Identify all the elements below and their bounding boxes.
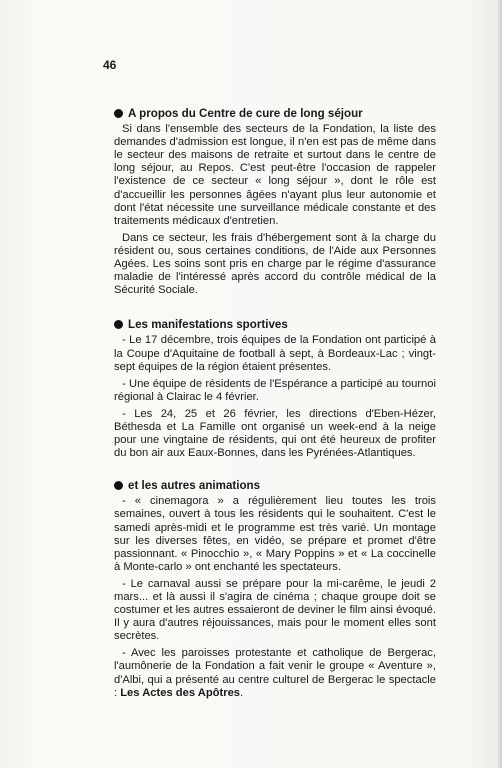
section-heading	[114, 318, 436, 331]
paragraph: - Les 24, 25 et 26 février, les directions d'Eben-Hézer, Béthesda et La Famille ont organisé un week-end à la neige pour une vingtaine de résidents, qui ont été heureux de profiter du bon air aux Eaux-Bonnes, dans les Pyrénées-Atlantiques.	[114, 407, 436, 460]
spectacle-title: Les Actes des Apôtres	[120, 686, 241, 699]
paragraph: Dans ce secteur, les frais d'hébergement sont à la charge du résident ou, sous certaines conditions, de l'Aide aux Personnes Agées. Les soins sont pris en charge par le régime d'assurance maladie de l'intéressé après accord du contrôle médical de la Sécurité Sociale.	[114, 231, 436, 297]
bullet-icon	[114, 481, 123, 490]
section-heading	[114, 479, 436, 492]
paragraph: - Le 17 décembre, trois équipes de la Fondation ont participé à la Coupe d'Aquitaine de football à sept, à Bordeaux-Lac ; vingt-sept équipes de la région étaient présentes.	[114, 334, 436, 373]
page-edge	[498, 0, 502, 768]
paragraph: - Une équipe de résidents de l'Espérance a participé au tournoi régional à Clairac le 4 février.	[114, 377, 436, 403]
section-manifestations-sportives	[114, 318, 436, 460]
page-number: 46	[103, 58, 117, 72]
bullet-icon	[114, 109, 123, 118]
paragraph-text: - Avec les paroisses protestante et catholique de Bergerac, l'aumônerie de la Fondation a fait venir le groupe « Aventure », d'Albi, qui a présenté au centre culturel de Bergerac le spectacle :	[114, 647, 436, 699]
section-heading-text: Les manifestations sportives	[128, 318, 288, 332]
section-autres-animations	[114, 479, 436, 700]
page-content	[114, 107, 436, 719]
section-heading-text: et les autres animations	[128, 479, 261, 493]
section-heading	[114, 107, 436, 120]
paragraph: - Le carnaval aussi se prépare pour la mi-carême, le jeudi 2 mars... et là aussi il s'agira de cinéma ; chaque groupe doit se costumer et les autres essaieront de deviner le film ainsi évoqué. Il y aura d'autres réjouissances, mais pour le moment elles sont secrètes.	[114, 577, 436, 643]
section-centre-de-cure	[114, 107, 436, 297]
paragraph: - « cinemagora » a régulièrement lieu toutes les trois semaines, ouvert à tous les résidents qui le souhaitent. C'est le samedi après-midi et le programme est très varié. Un montage sur les diverses fêtes, en vidéo, se prépare et promet d'être passionnant. « Pinocchio », « Mary Poppins » et « La coccinelle à Monte-carlo » ont enchanté les spectateurs.	[114, 495, 436, 573]
paragraph: Si dans l'ensemble des secteurs de la Fondation, la liste des demandes d'admission est longue, il n'en est pas de même dans le secteur des maisons de retraite et surtout dans le centre de long séjour, au Repos. C'est peut-être l'occasion de rappeler l'existence de ce secteur « long séjour », dont le rôle est d'accueillir les personnes âgées n'ayant plus leur autonomie et dont l'état nécessite une surveillance médicale constante et des traitements médicaux d'entretien.	[114, 123, 436, 227]
section-heading-text: A propos du Centre de cure de long séjour	[128, 107, 363, 120]
closing-punctuation: .	[240, 686, 244, 699]
bullet-icon	[114, 320, 123, 329]
paragraph	[114, 647, 436, 699]
